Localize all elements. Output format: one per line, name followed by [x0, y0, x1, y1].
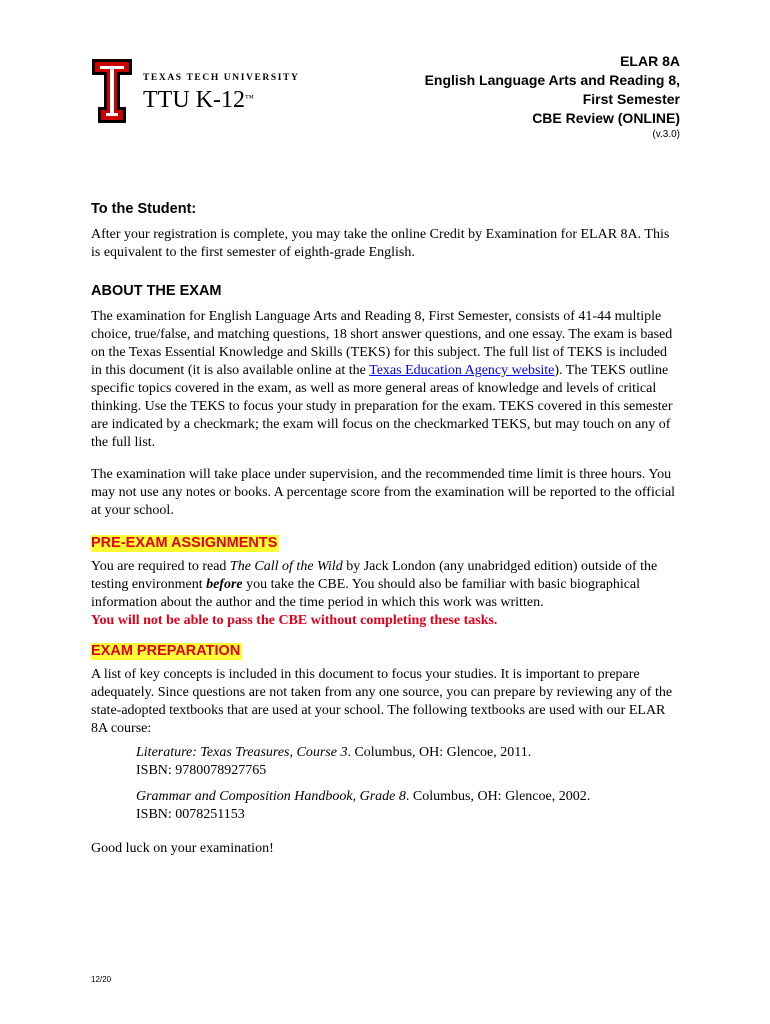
book-title: The Call of the Wild — [229, 559, 343, 574]
ttu-k12-logo — [91, 58, 321, 124]
pre-exam-warning: You will not be able to pass the CBE without completing these tasks. — [91, 613, 498, 628]
double-t-logo-icon — [91, 58, 133, 124]
version-label: (v.3.0) — [652, 129, 680, 140]
textbook-2: Grammar and Composition Handbook, Grade 8. Columbus, OH: Glencoe, 2002. ISBN: 0078251153 — [136, 789, 591, 822]
course-semester: First Semester — [582, 91, 680, 107]
trademark-mark: ™ — [244, 93, 254, 103]
exam-prep-paragraph: A list of key concepts is included in this document to focus your studies. It is important to prepare adequately. Since questions are not taken from any one source, you can prepare by reviewing any of the state-adopted textbooks that are used at your school. The following textbooks are used with our ELAR 8A course: — [91, 667, 673, 736]
to-student-text: After your registration is complete, you may take the online Credit by Examination for ELAR 8A. This is equivalent to the first semester of eighth-grade English. — [91, 227, 670, 260]
course-header — [425, 52, 680, 142]
closing-text: Good luck on your examination! — [91, 841, 274, 856]
course-title: English Language Arts and Reading 8, — [424, 72, 680, 88]
program-name: TTU K-12™ — [143, 87, 254, 113]
university-name: TEXAS TECH UNIVERSITY — [143, 73, 300, 83]
tea-website-link[interactable]: Texas Education Agency website — [369, 363, 555, 378]
pre-exam-paragraph: You are required to read The Call of the Wild by Jack London (any unabridged edition) outside of the testing environment before you take the CBE. You should also be familiar with basic biographical information about the author and the time period in which this work was written. You will not be able to pass the CBE without completing these tasks. — [91, 559, 658, 628]
textbook-1: Literature: Texas Treasures, Course 3. Columbus, OH: Glencoe, 2011. ISBN: 9780078927765 — [136, 745, 532, 778]
about-paragraph-2: The examination will take place under supervision, and the recommended time limit is three hours. You may not use any notes or books. A percentage score from the examination will be reported to the official at your school. — [91, 467, 676, 518]
course-code: ELAR 8A — [620, 53, 680, 69]
to-student-heading: To the Student: — [91, 201, 197, 217]
exam-prep-heading: EXAM PREPARATION — [91, 643, 241, 659]
about-paragraph-1: The examination for English Language Arts and Reading 8, First Semester, consists of 41-44 multiple choice, true/false, and matching questions, 18 short answer questions, and one essay. The exam is based on the Texas Essential Knowledge and Skills (TEKS) for this subject. The full list of TEKS is included in this document (it is also available online at the Texas Education Agency website). The TEKS outline specific topics covered in the exam, as well as more general areas of knowledge and levels of critical thinking. Use the TEKS to focus your study in preparation for the exam. TEKS covered in this semester are indicated by a checkmark; the exam will focus on the checkmarked TEKS, but may touch on any of the full list. — [91, 309, 673, 450]
exam-type: CBE Review (ONLINE) — [532, 110, 680, 126]
about-heading: ABOUT THE EXAM — [91, 283, 222, 299]
document-body — [91, 200, 681, 858]
footer-date: 12/20 — [91, 975, 112, 984]
pre-exam-heading: PRE-EXAM ASSIGNMENTS — [91, 535, 278, 551]
